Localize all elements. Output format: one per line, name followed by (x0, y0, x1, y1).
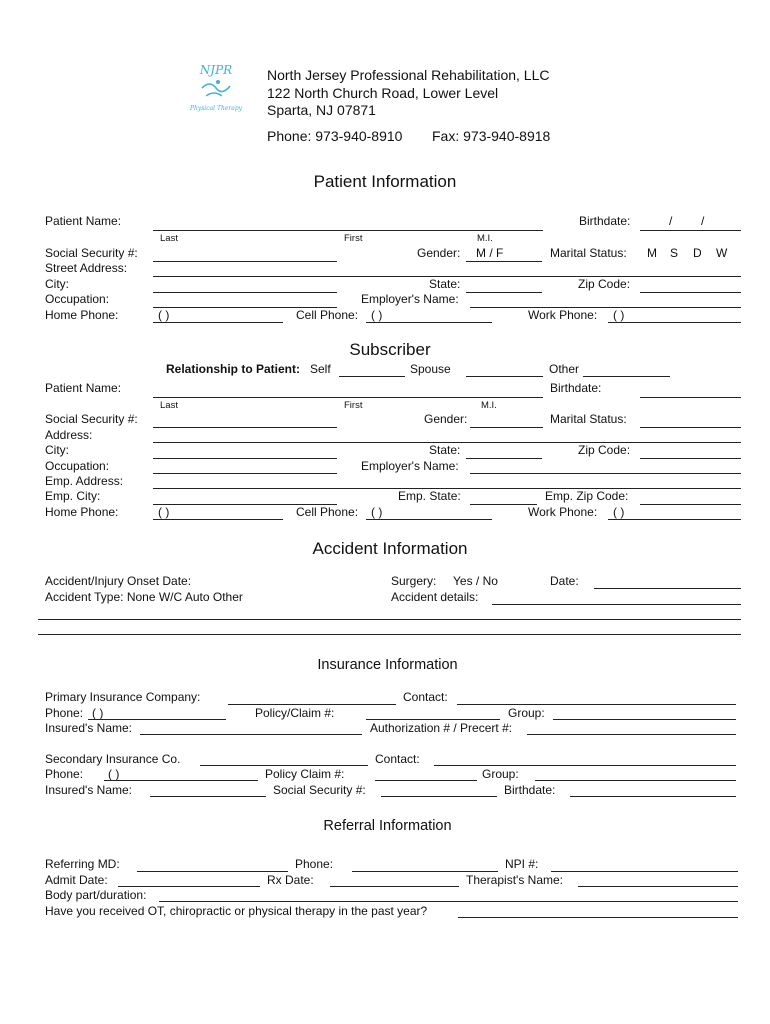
sub-ssn-label: Social Security #: (45, 412, 138, 426)
surgery-date-field[interactable] (594, 588, 741, 589)
org-address-2: Sparta, NJ 07871 (267, 102, 376, 118)
sub-emp-state-label: Emp. State: (398, 489, 461, 503)
primary-contact-field[interactable] (457, 704, 736, 705)
sub-first-caption: First (344, 400, 363, 411)
npi-label: NPI #: (505, 857, 539, 871)
state-field[interactable] (466, 292, 542, 293)
secondary-birthdate-label: Birthdate: (504, 783, 556, 797)
secondary-contact-field[interactable] (434, 765, 736, 766)
sub-patient-name-label: Patient Name: (45, 381, 122, 395)
sub-employer-label: Employer's Name: (361, 459, 459, 473)
authorization-field[interactable] (527, 734, 736, 735)
referring-md-label: Referring MD: (45, 857, 120, 871)
referral-phone-label: Phone: (295, 857, 334, 871)
marital-option-d[interactable]: D (693, 246, 702, 260)
secondary-insured-label: Insured's Name: (45, 783, 132, 797)
sub-birthdate-field[interactable] (640, 397, 741, 398)
therapist-name-label: Therapist's Name: (466, 873, 563, 887)
work-phone-paren: ( ) (613, 308, 625, 322)
sub-emp-address-label: Emp. Address: (45, 474, 124, 488)
secondary-ssn-field[interactable] (381, 796, 497, 797)
sub-work-phone-paren: ( ) (613, 505, 625, 519)
primary-group-field[interactable] (553, 719, 736, 720)
cell-phone-field[interactable] (366, 322, 492, 323)
referral-section-title: Referral Information (323, 818, 452, 834)
birthdate-slash-2: / (701, 214, 705, 228)
onset-date-label: Accident/Injury Onset Date: (45, 574, 192, 588)
sub-address-label: Address: (45, 428, 93, 442)
sub-cell-phone-paren: ( ) (371, 505, 383, 519)
primary-phone-field[interactable] (88, 719, 226, 720)
sub-zip-label: Zip Code: (578, 443, 631, 457)
primary-contact-label: Contact: (403, 690, 448, 704)
sub-work-phone-field[interactable] (608, 519, 741, 520)
primary-insured-field[interactable] (140, 734, 362, 735)
relationship-spouse-field[interactable] (466, 376, 543, 377)
surgery-label: Surgery: (391, 574, 437, 588)
sub-occupation-field[interactable] (153, 473, 337, 474)
primary-phone-paren: ( ) (92, 706, 104, 720)
body-part-field[interactable] (159, 901, 738, 902)
gender-options[interactable]: M / F (476, 246, 504, 260)
last-caption: Last (160, 233, 178, 244)
body-part-label: Body part/duration: (45, 888, 147, 902)
secondary-ssn-label: Social Security #: (273, 783, 366, 797)
sub-employer-field[interactable] (470, 473, 741, 474)
logo (188, 60, 244, 118)
sub-zip-field[interactable] (640, 458, 741, 459)
relationship-self: Self (310, 362, 331, 376)
org-fax: Fax: 973-940-8918 (432, 128, 551, 144)
surgery-date-label: Date: (550, 574, 579, 588)
work-phone-field[interactable] (608, 322, 741, 323)
accident-details-label: Accident details: (391, 590, 479, 604)
sub-state-field[interactable] (466, 458, 542, 459)
patient-name-field[interactable] (153, 230, 543, 231)
ssn-field[interactable] (153, 261, 337, 262)
sub-city-label: City: (45, 443, 69, 457)
prior-therapy-question: Have you received OT, chiropractic or physical therapy in the past year? (45, 904, 428, 918)
logo-graphic (188, 60, 244, 118)
secondary-group-label: Group: (482, 767, 519, 781)
sub-ssn-field[interactable] (153, 427, 337, 428)
employer-field[interactable] (470, 307, 741, 308)
sub-patient-name-field[interactable] (153, 397, 543, 398)
employer-label: Employer's Name: (361, 292, 459, 306)
secondary-insurance-label: Secondary Insurance Co. (45, 752, 181, 766)
sub-emp-zip-field[interactable] (640, 504, 741, 505)
secondary-insurance-field[interactable] (200, 765, 368, 766)
sub-marital-label: Marital Status: (550, 412, 627, 426)
sub-last-caption: Last (160, 400, 178, 411)
primary-policy-field[interactable] (366, 719, 500, 720)
sub-work-phone-label: Work Phone: (528, 505, 598, 519)
prior-therapy-field[interactable] (458, 917, 738, 918)
primary-policy-label: Policy/Claim #: (255, 706, 335, 720)
relationship-label: Relationship to Patient: (166, 362, 301, 376)
rx-date-field[interactable] (330, 886, 459, 887)
org-name: North Jersey Professional Rehabilitation, LLC (267, 67, 550, 83)
accident-details-line-3[interactable] (38, 634, 741, 635)
relationship-self-field[interactable] (339, 376, 405, 377)
primary-insured-label: Insured's Name: (45, 721, 132, 735)
marital-option-s[interactable]: S (670, 246, 679, 260)
accident-details-line-2[interactable] (38, 619, 741, 620)
gender-field[interactable] (466, 261, 542, 262)
referral-phone-field[interactable] (352, 871, 498, 872)
sub-occupation-label: Occupation: (45, 459, 110, 473)
home-phone-field[interactable] (153, 322, 283, 323)
authorization-label: Authorization # / Precert #: (370, 721, 513, 735)
cell-phone-label: Cell Phone: (296, 308, 359, 322)
zip-field[interactable] (640, 292, 741, 293)
logo-text-bottom: Physical Therapy (189, 105, 243, 112)
mi-caption: M.I. (477, 233, 493, 244)
accident-details-field[interactable] (492, 604, 741, 605)
cell-phone-paren: ( ) (371, 308, 383, 322)
npi-field[interactable] (551, 871, 738, 872)
admit-date-field[interactable] (118, 886, 260, 887)
sub-home-phone-paren: ( ) (158, 505, 170, 519)
state-label: State: (429, 277, 461, 291)
relationship-spouse: Spouse (410, 362, 451, 376)
org-address-1: 122 North Church Road, Lower Level (267, 85, 499, 101)
primary-group-label: Group: (508, 706, 545, 720)
marital-option-w[interactable]: W (716, 246, 728, 260)
sub-cell-phone-label: Cell Phone: (296, 505, 359, 519)
insurance-section-title: Insurance Information (317, 657, 458, 673)
home-phone-paren: ( ) (158, 308, 170, 322)
sub-gender-field[interactable] (470, 427, 543, 428)
sub-emp-city-label: Emp. City: (45, 489, 101, 503)
relationship-other: Other (549, 362, 580, 376)
secondary-policy-label: Policy Claim #: (265, 767, 345, 781)
sub-state-label: State: (429, 443, 461, 457)
accident-section-title: Accident Information (312, 539, 468, 558)
marital-status-label: Marital Status: (550, 246, 627, 260)
subscriber-section-title: Subscriber (349, 340, 431, 359)
rx-date-label: Rx Date: (267, 873, 314, 887)
patient-name-label: Patient Name: (45, 214, 122, 228)
zip-label: Zip Code: (578, 277, 631, 291)
primary-insurance-field[interactable] (228, 704, 396, 705)
gender-label: Gender: (417, 246, 461, 260)
marital-option-m[interactable]: M (647, 246, 657, 260)
primary-insurance-label: Primary Insurance Company: (45, 690, 201, 704)
sub-emp-state-field[interactable] (470, 504, 537, 505)
accident-type-label: Accident Type: None W/C Auto Other (45, 590, 243, 604)
secondary-insured-field[interactable] (150, 796, 266, 797)
sub-gender-label: Gender: (424, 412, 468, 426)
sub-city-field[interactable] (153, 458, 337, 459)
birthdate-slash-1: / (669, 214, 673, 228)
sub-birthdate-label: Birthdate: (550, 381, 602, 395)
occupation-label: Occupation: (45, 292, 110, 306)
city-field[interactable] (153, 292, 337, 293)
sub-marital-field[interactable] (640, 427, 741, 428)
admit-date-label: Admit Date: (45, 873, 108, 887)
street-label: Street Address: (45, 261, 128, 275)
secondary-group-field[interactable] (535, 780, 736, 781)
sub-home-phone-label: Home Phone: (45, 505, 119, 519)
therapist-name-field[interactable] (578, 886, 738, 887)
secondary-phone-field[interactable] (104, 780, 258, 781)
primary-phone-label: Phone: (45, 706, 84, 720)
sub-home-phone-field[interactable] (153, 519, 283, 520)
ssn-label: Social Security #: (45, 246, 138, 260)
surgery-options[interactable]: Yes / No (453, 574, 498, 588)
sub-cell-phone-field[interactable] (366, 519, 492, 520)
secondary-phone-label: Phone: (45, 767, 84, 781)
patient-section-title: Patient Information (313, 172, 457, 191)
secondary-contact-label: Contact: (375, 752, 420, 766)
patient-birthdate-field[interactable] (640, 230, 741, 231)
sub-emp-zip-label: Emp. Zip Code: (545, 489, 629, 503)
secondary-birthdate-field[interactable] (570, 796, 736, 797)
secondary-policy-field[interactable] (375, 780, 477, 781)
logo-text-top: NJPR (199, 63, 233, 77)
sub-mi-caption: M.I. (481, 400, 497, 411)
work-phone-label: Work Phone: (528, 308, 598, 322)
patient-birthdate-label: Birthdate: (579, 214, 631, 228)
secondary-phone-paren: ( ) (108, 767, 120, 781)
relationship-other-field[interactable] (583, 376, 670, 377)
org-phone: Phone: 973-940-8910 (267, 128, 403, 144)
home-phone-label: Home Phone: (45, 308, 119, 322)
referring-md-field[interactable] (137, 871, 288, 872)
city-label: City: (45, 277, 69, 291)
first-caption: First (344, 233, 363, 244)
